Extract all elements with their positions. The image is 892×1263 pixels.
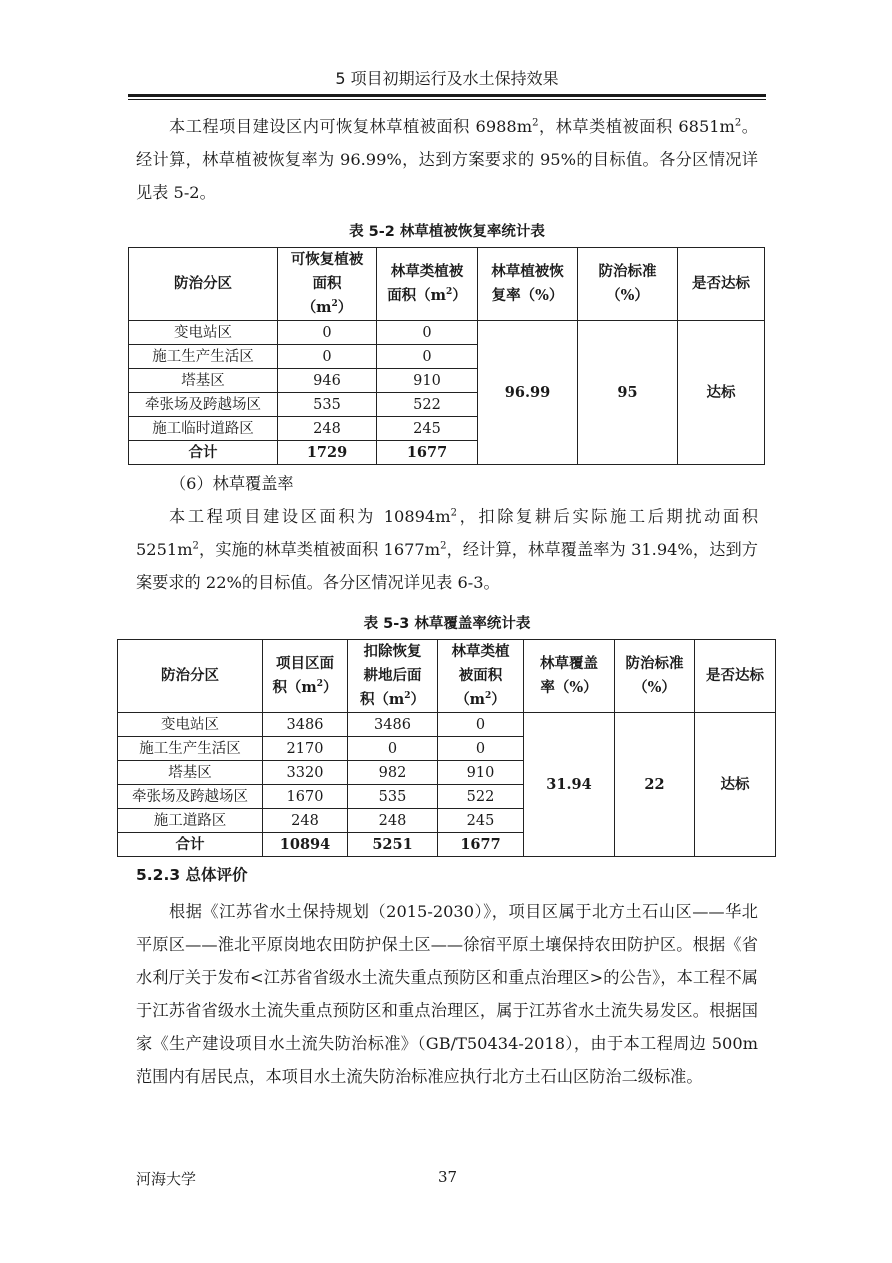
table-total-row: 合计 10894 5251 1677 [118,833,776,857]
header-recovery-rate: 林草植被恢 复率（%） [478,248,578,321]
table-row: 施工道路区 248 248 245 [118,809,776,833]
header-compliance: 是否达标 [695,640,776,713]
table-row: 牵张场及跨越场区 535 522 [129,393,765,417]
compliance-value: 达标 [695,713,776,857]
table-total-row: 合计 1729 1677 [129,441,765,465]
table-row: 施工生产生活区 0 0 [129,345,765,369]
table-5-2-caption: 表 5-2 林草植被恢复率统计表 [349,224,545,240]
header-rule-thin [128,99,766,100]
header-project-area: 项目区面 积$(m^2)$ [263,640,348,713]
table-row: 施工临时道路区 248 245 [129,417,765,441]
standard-value: 95 [578,321,678,465]
header-standard: 防治标准 （%） [578,248,678,321]
page-number: 37 [438,1168,458,1186]
table-5-3-caption: 表 5-3 林草覆盖率统计表 [363,616,531,632]
standard-value: 22 [615,713,695,857]
running-header: 5 项目初期运行及水土保持效果 [335,69,559,88]
table-5-2 [128,247,765,465]
table-row: 牵张场及跨越场区 1670 535 522 [118,785,776,809]
header-vegetation-area: 林草类植被 面积$(m^2)$ [377,248,478,321]
header-coverage-rate: 林草覆盖 率（%） [524,640,615,713]
header-restorable-area: 可恢复植被 面积 $(m^2)$ [278,248,377,321]
recovery-rate-value: 96.99 [478,321,578,465]
table-row: 变电站区 0 0 96.99 95 达标 [129,321,765,345]
header-rule-thick [128,94,766,97]
header-standard: 防治标准 （%） [615,640,695,713]
table-row: 塔基区 946 910 [129,369,765,393]
table-5-3 [117,639,776,857]
header-zone: 防治分区 [118,640,263,713]
item-6-heading: （6）林草覆盖率 [170,474,294,493]
paragraph-vegetation-coverage: 本工程项目建设区面积为 $10894m^2$，扣除复耕后实际施工后期扰动面积 $5251m^2$，实施的林草类植被面积 $1677m^2$，经计算，林草覆盖率为 31.94%，达到方案要求的 22%的目标值。各分区情况详见表 6-3。 [136,507,759,592]
section-heading: 5.2.3 总体评价 [136,866,248,884]
header-net-area: 扣除恢复 耕地后面 积$(m^2)$ [348,640,438,713]
table-row: 塔基区 3320 982 910 [118,761,776,785]
coverage-rate-value: 31.94 [524,713,615,857]
header-compliance: 是否达标 [678,248,765,321]
paragraph-overall-evaluation: 根据《江苏省水土保持规划（2015-2030）》，项目区属于北方土石山区——华北平原区——淮北平原岗地农田防护保土区——徐宿平原土壤保持农田防护区。根据《省水利厅关于发布<江苏省省级水土流失重点预防区和重点治理区>的公告》，本工程不属于江苏省省级水土流失重点预防区和重点治理区，属于江苏省水土流失易发区。根据国家《生产建设项目水土流失防治标准》（GB/T50434-2018），由于本工程周边 500m 范围内有居民点，本项目水土流失防治标准应执行北方土石山区防治二级标准。 [136,902,758,1086]
paragraph-vegetation-recovery: 本工程项目建设区内可恢复林草植被面积 $6988m^2$，林草类植被面积 $6851m^2$。经计算，林草植被恢复率为 96.99%，达到方案要求的 95%的目标值。各分区情况详见表 5-2。 [136,117,758,202]
header-vegetation-area: 林草类植 被面积 $(m^2)$ [438,640,524,713]
table-row: 施工生产生活区 2170 0 0 [118,737,776,761]
table-row: 变电站区 3486 3486 0 31.94 22 达标 [118,713,776,737]
compliance-value: 达标 [678,321,765,465]
header-zone: 防治分区 [129,248,278,321]
footer-institution: 河海大学 [136,1170,197,1188]
